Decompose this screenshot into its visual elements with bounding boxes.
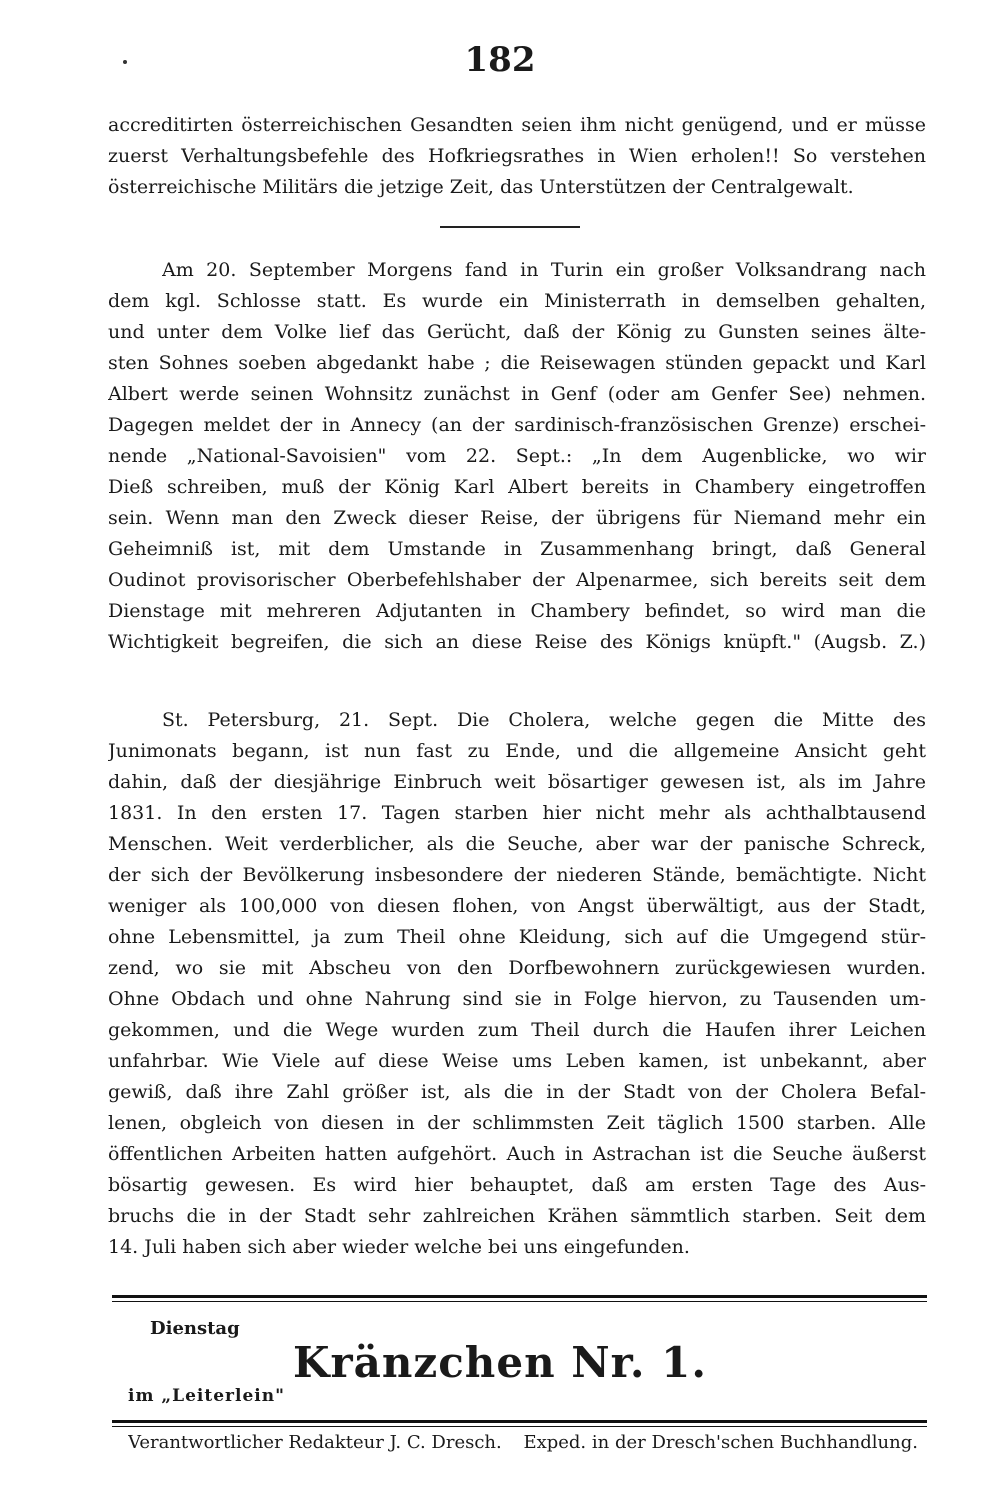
text-line: unfahrbar. Wie Viele auf diese Weise ums Leben kamen, ist unbekannt, aber — [108, 1050, 926, 1072]
expedition-credit: Exped. in der Dresch'schen Buchhandlung. — [523, 1432, 918, 1453]
imprint-footer — [128, 1430, 918, 1456]
text-line: Geheimniß ist, mit dem Umstande in Zusammenhang bringt, daß General — [108, 538, 926, 560]
text-line: Dagegen meldet der in Annecy (an der sardinisch-französischen Grenze) erschei- — [108, 414, 926, 436]
text-line: accreditirten österreichischen Gesandten seien ihm nicht genügend, und er müsse — [108, 114, 926, 136]
text-line: zuerst Verhaltungsbefehle des Hofkriegsrathes in Wien erholen!! So verstehen — [108, 145, 926, 167]
announcement-place: im „Leiterlein" — [128, 1386, 285, 1406]
text-line: Oudinot provisorischer Oberbefehlshaber der Alpenarmee, sich bereits seit dem — [108, 569, 926, 591]
text-line: öffentlichen Arbeiten hatten aufgehört. Auch in Astrachan ist die Seuche äußerst — [108, 1143, 926, 1165]
announcement-day: Dienstag — [150, 1318, 240, 1339]
text-line: dem kgl. Schlosse statt. Es wurde ein Ministerrath in demselben gehalten, — [108, 290, 926, 312]
text-line: gewiß, daß ihre Zahl größer ist, als die in der Stadt von der Cholera Befal- — [108, 1081, 926, 1103]
footer-rule — [112, 1420, 927, 1427]
text-line: Ohne Obdach und ohne Nahrung sind sie in Folge hiervon, zu Tausenden um- — [108, 988, 926, 1010]
text-line: bruchs die in der Stadt sehr zahlreichen Krähen sämmtlich starben. Seit dem — [108, 1205, 926, 1227]
editor-credit: Verantwortlicher Redakteur J. C. Dresch. — [128, 1432, 502, 1453]
text-line: sten Sohnes soeben abgedankt habe ; die Reisewagen stünden gepackt und Karl — [108, 352, 926, 374]
text-line: Dieß schreiben, muß der König Karl Albert bereits in Chambery eingetroffen — [108, 476, 926, 498]
announcement-top-rule — [112, 1295, 927, 1302]
text-line: nende „National-Savoisien" vom 22. Sept.: „In dem Augenblicke, wo wir — [108, 445, 926, 467]
text-line: Am 20. September Morgens fand in Turin ein großer Volksandrang nach — [162, 259, 926, 281]
text-line: Menschen. Weit verderblicher, als die Seuche, aber war der panische Schreck, — [108, 833, 926, 855]
page-number: 182 — [464, 40, 536, 80]
text-line: und unter dem Volke lief das Gerücht, daß der König zu Gunsten seines älte- — [108, 321, 926, 343]
text-line: 1831. In den ersten 17. Tagen starben hier nicht mehr als achthalbtausend — [108, 802, 926, 824]
text-line: St. Petersburg, 21. Sept. Die Cholera, welche gegen die Mitte des — [162, 709, 926, 731]
print-speck — [123, 60, 127, 64]
text-line: Junimonats begann, ist nun fast zu Ende, und die allgemeine Ansicht geht — [108, 740, 926, 762]
text-line: zend, wo sie mit Abscheu von den Dorfbewohnern zurückgewiesen wurden. — [108, 957, 926, 979]
text-line: sein. Wenn man den Zweck dieser Reise, der übrigens für Niemand mehr ein — [108, 507, 926, 529]
text-line: weniger als 100,000 von diesen flohen, von Angst überwältigt, aus der Stadt, — [108, 895, 926, 917]
text-line: österreichische Militärs die jetzige Zeit, das Unterstützen der Centralgewalt. — [108, 176, 854, 198]
text-line: Dienstage mit mehreren Adjutanten in Chambery befindet, so wird man die — [108, 600, 926, 622]
announcement-title: Kränzchen Nr. 1. — [293, 1338, 707, 1387]
text-line: dahin, daß der diesjährige Einbruch weit bösartiger gewesen ist, als im Jahre — [108, 771, 926, 793]
text-line: gekommen, und die Wege wurden zum Theil durch die Haufen ihrer Leichen — [108, 1019, 926, 1041]
section-divider — [440, 226, 580, 228]
text-line: ohne Lebensmittel, ja zum Theil ohne Kleidung, sich auf die Umgegend stür- — [108, 926, 926, 948]
text-line: Albert werde seinen Wohnsitz zunächst in Genf (oder am Genfer See) nehmen. — [108, 383, 926, 405]
text-line: bösartig gewesen. Es wird hier behauptet, daß am ersten Tage des Aus- — [108, 1174, 926, 1196]
text-line: Wichtigkeit begreifen, die sich an diese Reise des Königs knüpft." (Augsb. Z.) — [108, 631, 926, 653]
text-line: der sich der Bevölkerung insbesondere der niederen Stände, bemächtigte. Nicht — [108, 864, 926, 886]
text-line: 14. Juli haben sich aber wieder welche bei uns eingefunden. — [108, 1236, 690, 1258]
text-line: lenen, obgleich von diesen in der schlimmsten Zeit täglich 1500 starben. Alle — [108, 1112, 926, 1134]
